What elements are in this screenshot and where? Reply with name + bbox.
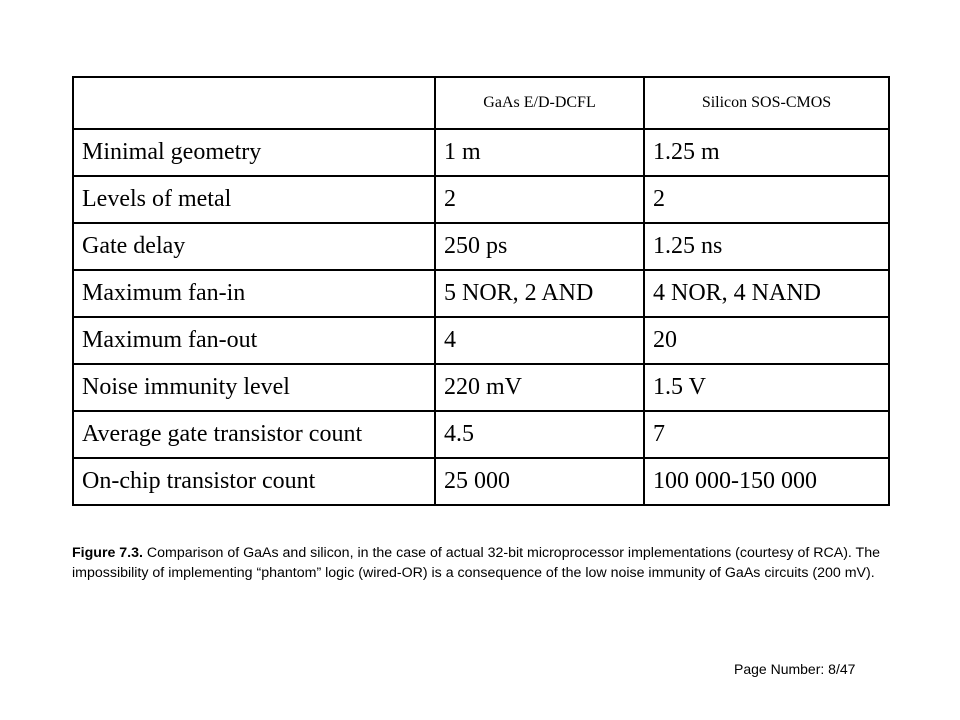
- comparison-table: [72, 76, 890, 506]
- silicon-value-cell: 2: [644, 176, 889, 223]
- gaas-value-cell: 5 NOR, 2 AND: [435, 270, 644, 317]
- header-cell-silicon: Silicon SOS-CMOS: [644, 77, 889, 129]
- parameter-cell: On-chip transistor count: [73, 458, 435, 505]
- silicon-value-cell: 100 000-150 000: [644, 458, 889, 505]
- table-row: [73, 176, 889, 223]
- parameter-cell: Maximum fan-out: [73, 317, 435, 364]
- parameter-cell: Minimal geometry: [73, 129, 435, 176]
- gaas-value-cell: 2: [435, 176, 644, 223]
- silicon-value-cell: 1.25 m: [644, 129, 889, 176]
- gaas-value-cell: 4.5: [435, 411, 644, 458]
- gaas-value-cell: 1 m: [435, 129, 644, 176]
- header-cell-gaas: GaAs E/D-DCFL: [435, 77, 644, 129]
- silicon-value-cell: 7: [644, 411, 889, 458]
- gaas-value-cell: 4: [435, 317, 644, 364]
- table-row: [73, 458, 889, 505]
- table-header-row: [73, 77, 889, 129]
- header-cell-empty: [73, 77, 435, 129]
- parameter-cell: Average gate transistor count: [73, 411, 435, 458]
- gaas-value-cell: 25 000: [435, 458, 644, 505]
- page-number: Page Number: 8/47: [734, 661, 856, 677]
- figure-caption-text: Comparison of GaAs and silicon, in the case of actual 32-bit microprocessor implementations (courtesy of RCA). The impossibility of implementing “phantom” logic (wired-OR) is a consequence of the low noise immunity of GaAs circuits (200 mV).: [72, 545, 880, 581]
- silicon-value-cell: 1.5 V: [644, 364, 889, 411]
- silicon-value-cell: 4 NOR, 4 NAND: [644, 270, 889, 317]
- parameter-cell: Noise immunity level: [73, 364, 435, 411]
- parameter-cell: Gate delay: [73, 223, 435, 270]
- table-row: [73, 270, 889, 317]
- silicon-value-cell: 1.25 ns: [644, 223, 889, 270]
- table-row: [73, 317, 889, 364]
- table-row: [73, 364, 889, 411]
- gaas-value-cell: 250 ps: [435, 223, 644, 270]
- figure-caption-label: Figure 7.3.: [72, 545, 143, 561]
- silicon-value-cell: 20: [644, 317, 889, 364]
- figure-caption: [72, 543, 956, 583]
- table-row: [73, 411, 889, 458]
- parameter-cell: Maximum fan-in: [73, 270, 435, 317]
- table-row: [73, 129, 889, 176]
- gaas-value-cell: 220 mV: [435, 364, 644, 411]
- table-row: [73, 223, 889, 270]
- parameter-cell: Levels of metal: [73, 176, 435, 223]
